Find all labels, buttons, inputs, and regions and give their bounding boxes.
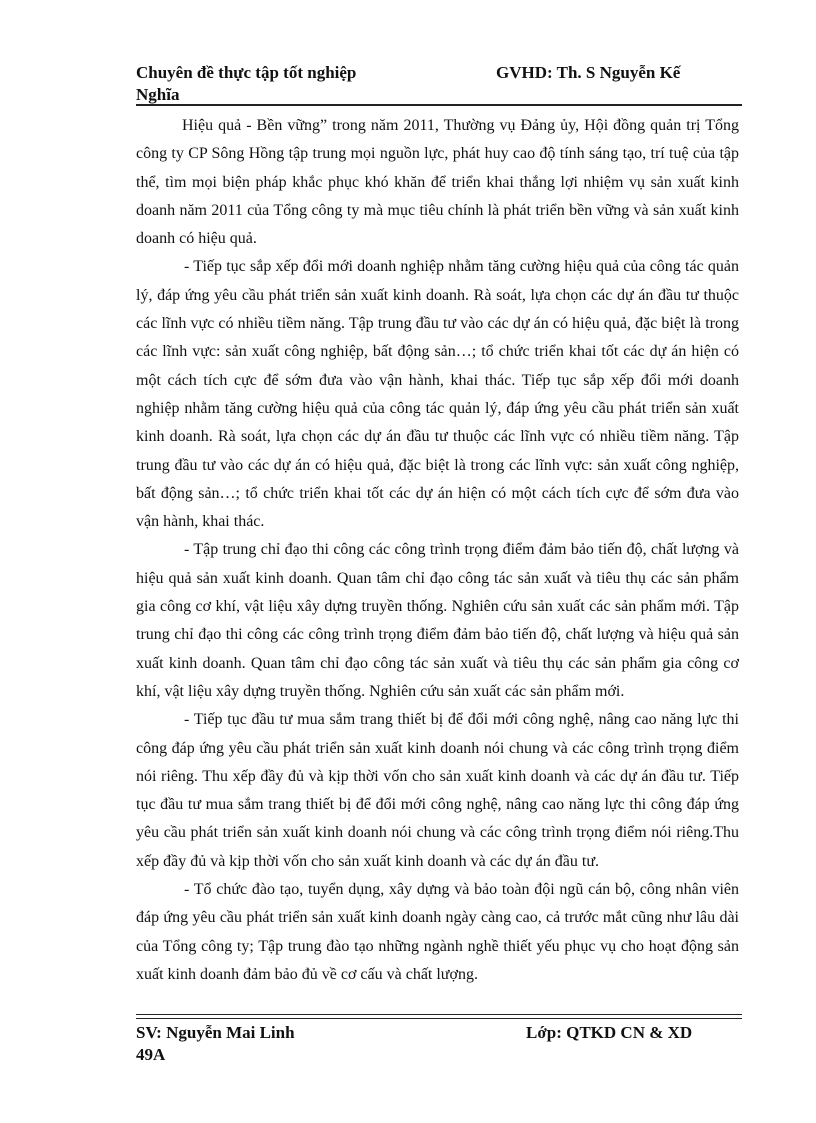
paragraph: - Tiếp tục đầu tư mua sắm trang thiết bị để đổi mới công nghệ, nâng cao năng lực thi công đáp ứng yêu cầu phát triển sản xuất kinh doanh nói chung và các công trình trọng điểm nói riêng. Thu xếp đầy đủ và kịp thời vốn cho sản xuất kinh doanh và các dự án đầu tư. Tiếp tục đầu tư mua sắm trang thiết bị để đổi mới công nghệ, nâng cao năng lực thi công đáp ứng yêu cầu phát triển sản xuất kinh doanh nói chung và các công trình trọng điểm nói riêng.Thu xếp đầy đủ và kịp thời vốn cho sản xuất kinh doanh và các dự án đầu tư. [136,711,739,870]
supervisor-name-continuation: Nghĩa [136,85,180,104]
document-title: Chuyên đề thực tập tốt nghiệp [136,63,357,82]
supervisor-label: GVHD: Th. S Nguyễn Kế [496,63,681,82]
footer-rule [136,1014,742,1015]
paragraph: - Tập trung chỉ đạo thi công các công trình trọng điểm đảm bảo tiến độ, chất lượng và hiệu quả sản xuất kinh doanh. Quan tâm chỉ đạo công tác sản xuất và tiêu thụ các sản phẩm gia công cơ khí, vật liệu xây dựng truyền thống. Nghiên cứu sản xuất các sản phẩm mới. Tập trung chỉ đạo thi công các công trình trọng điểm đảm bảo tiến độ, chất lượng và hiệu quả sản xuất kinh doanh. Quan tâm chỉ đạo công tác sản xuất và tiêu thụ các sản phẩm gia công cơ khí, vật liệu xây dựng truyền thống. Nghiên cứu sản xuất các sản phẩm mới. [136,541,739,700]
footer-rule-double [136,1018,742,1019]
body-text [136,112,739,989]
class-label: Lớp: QTKD CN & XD [526,1023,693,1042]
student-name: SV: Nguyễn Mai Linh [136,1023,295,1042]
header-rule [136,104,742,106]
paragraph: Hiệu quả - Bền vững” trong năm 2011, Thường vụ Đảng ủy, Hội đồng quản trị Tổng công ty CP Sông Hồng tập trung mọi nguồn lực, phát huy cao độ tính sáng tạo, trí tuệ của tập thể, tìm mọi biện pháp khắc phục khó khăn để triển khai thắng lợi nhiệm vụ sản xuất kinh doanh năm 2011 của Tổng công ty mà mục tiêu chính là phát triển bền vững và sản xuất kinh doanh có hiệu quả. [136,117,739,248]
paragraph: - Tiếp tục sắp xếp đổi mới doanh nghiệp nhằm tăng cường hiệu quả của công tác quản lý, đáp ứng yêu cầu phát triển sản xuất kinh doanh. Rà soát, lựa chọn các dự án đầu tư thuộc các lĩnh vực có nhiều tiềm năng. Tập trung đầu tư vào các dự án có hiệu quả, đặc biệt là trong các lĩnh vực: sản xuất công nghiệp, bất động sản…; tổ chức triển khai tốt các dự án hiện có một cách tích cực để sớm đưa vào vận hành, khai thác. Tiếp tục sắp xếp đổi mới doanh nghiệp nhằm tăng cường hiệu quả của công tác quản lý, đáp ứng yêu cầu phát triển sản xuất kinh doanh. Rà soát, lựa chọn các dự án đầu tư thuộc các lĩnh vực có nhiều tiềm năng. Tập trung đầu tư vào các dự án có hiệu quả, đặc biệt là trong các lĩnh vực: sản xuất công nghiệp, bất động sản…; tổ chức triển khai tốt các dự án hiện có một cách tích cực để sớm đưa vào vận hành, khai thác. [136,258,739,531]
student-class-continuation: 49A [136,1045,166,1064]
paragraph: - Tổ chức đào tạo, tuyển dụng, xây dựng và bảo toàn đội ngũ cán bộ, công nhân viên đáp ứng yêu cầu phát triển sản xuất kinh doanh ngày càng cao, cả trước mắt cũng như lâu dài của Tổng công ty; Tập trung đào tạo những ngành nghề thiết yếu phục vụ cho hoạt động sản xuất kinh doanh đảm bảo đủ về cơ cấu và chất lượng. [136,881,739,983]
